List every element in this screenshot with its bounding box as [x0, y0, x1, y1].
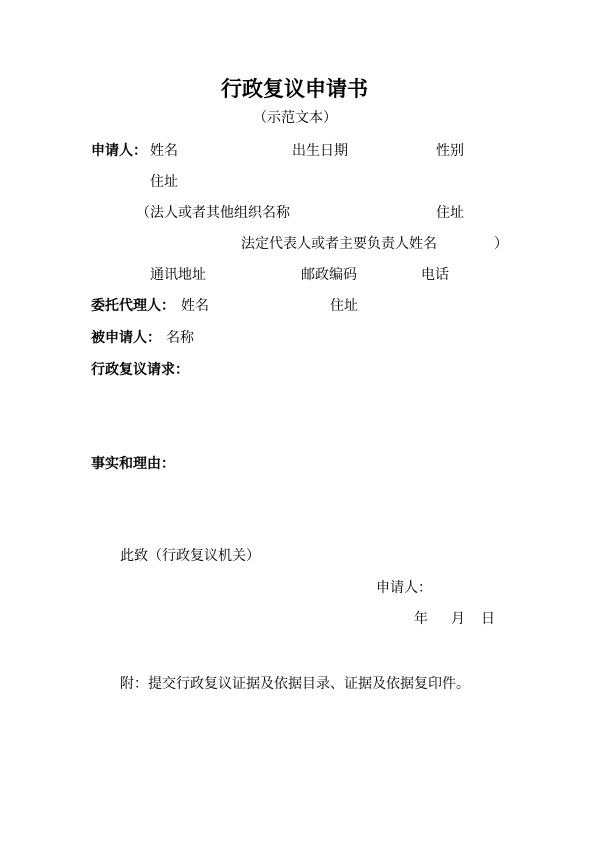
attachment-note: 附：提交行政复议证据及依据目录、证据及依据复印件。	[120, 676, 470, 692]
respondent-name-label: 名称	[166, 330, 194, 346]
applicant-birth-label: 出生日期	[292, 143, 348, 159]
signature-label: 申请人：	[376, 580, 432, 596]
agent-name-label: 姓名	[181, 298, 209, 314]
document-subtitle: （示范文本）	[253, 110, 337, 126]
applicant-legal-rep-label: 法定代表人或者主要负责人姓名	[241, 236, 437, 252]
date-year-label: 年	[414, 611, 428, 627]
applicant-org-close-paren: ）	[494, 236, 508, 252]
closing-addressee: 此致（行政复议机关）	[120, 548, 260, 564]
applicant-org-address-label: 住址	[436, 205, 464, 221]
respondent-label: 被申请人：	[91, 330, 161, 346]
applicant-label: 申请人：	[91, 143, 147, 159]
agent-address-label: 住址	[330, 298, 358, 314]
document-title: 行政复议申请书	[221, 76, 368, 101]
applicant-org-name-label: （法人或者其他组织名称	[136, 205, 290, 221]
agent-label: 委托代理人：	[91, 298, 175, 314]
applicant-name-label: 姓名	[150, 143, 178, 159]
applicant-postcode-label: 邮政编码	[301, 267, 357, 283]
request-label: 行政复议请求：	[91, 362, 189, 378]
applicant-address-label: 住址	[150, 174, 178, 190]
applicant-mail-address-label: 通讯地址	[150, 267, 206, 283]
date-day-label: 日	[481, 611, 495, 627]
date-month-label: 月	[451, 611, 465, 627]
facts-label: 事实和理由：	[91, 456, 175, 472]
applicant-gender-label: 性别	[436, 143, 464, 159]
applicant-phone-label: 电话	[421, 267, 449, 283]
